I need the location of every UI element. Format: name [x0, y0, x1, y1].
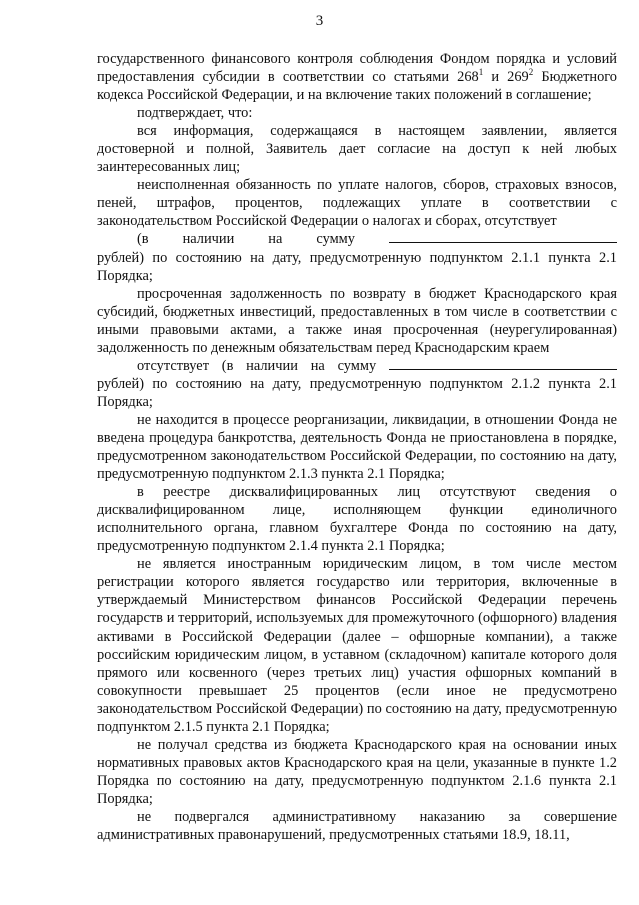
paragraph-text: рублей) по состоянию на дату, предусмотренную подпунктом 2.1.2 пункта 2.1 Порядка;: [97, 375, 617, 410]
paragraph-no-other-funds: не получал средства из бюджета Краснодарского края на основании иных нормативных правовых актов Краснодарского края на цели, указанные в пункте 1.2 Порядка по состоянию на дату, предусмотренную подпунктом 2.1.6 пункта 2.1 Порядка;: [97, 736, 617, 807]
paragraph-text: неисполненная обязанность по уплате налогов, сборов, страховых взносов, пеней, штрафов, процентов, подлежащих уплате в соответствии с законодательством Российской Федерации о налогах и сборах, отсутствует: [97, 177, 617, 230]
amount-line: [97, 230, 617, 248]
superscript: 1: [478, 67, 484, 78]
amount-blank: [389, 357, 617, 370]
amount-line: [97, 357, 617, 375]
amount-label: (в наличии на сумму: [137, 231, 355, 248]
amount-label: отсутствует (в наличии на сумму: [137, 357, 377, 374]
paragraph-text: просроченная задолженность по возврату в бюджет Краснодарского края субсидий, бюджетных инвестиций, предоставленных в том числе в соответствии с иными правовыми актами, а также иная просроченная (неурегулированная) задолженность по денежным обязательствам перед Краснодарским краем: [97, 285, 617, 356]
paragraph-text: Бюджетного кодекса Российской Федерации, и на включение таких положений в соглашение;: [97, 69, 617, 104]
paragraph-overdue-debt: [97, 285, 617, 411]
amount-blank: [389, 230, 617, 243]
paragraph-text: рублей) по состоянию на дату, предусмотренную подпунктом 2.1.1 пункта 2.1 Порядка;: [97, 249, 617, 284]
paragraph-information-reliable: вся информация, содержащаяся в настоящем заявлении, является достоверной и полной, Заявитель дает согласие на доступ к ней любых заинтересованных лиц;: [97, 123, 617, 176]
paragraph-control-consent: [97, 50, 617, 104]
paragraph-no-reorganization: не находится в процессе реорганизации, ликвидации, в отношении Фонда не введена процедура банкротства, деятельность Фонда не приостановлена в порядке, предусмотренном законодательством Российской Федерации, по состоянию на дату, предусмотренную подпунктом 2.1.3 пункта 2.1 Порядка;: [97, 411, 617, 483]
paragraph-tax-obligation: [97, 176, 617, 284]
paragraph-text: государственного финансового контроля соблюдения Фондом порядка и условий предоставления субсидии в соответствии со статьями 268: [97, 51, 617, 86]
document-body: [97, 50, 617, 844]
paragraph-confirms: подтверждает, что:: [137, 105, 253, 122]
page-number: 3: [315, 13, 324, 29]
paragraph-no-administrative-penalty: не подвергался административному наказанию за совершение административных правонарушений, предусмотренных статьями 18.9, 18.11,: [97, 808, 617, 844]
superscript: 2: [528, 67, 534, 78]
paragraph-disqualified-register: в реестре дисквалифицированных лиц отсутствуют сведения о дисквалифицированном лице, исполняющем функции единоличного исполнительного органа, главном бухгалтере Фонда по состоянию на дату, предусмотренную подпунктом 2.1.4 пункта 2.1 Порядка;: [97, 484, 617, 555]
paragraph-not-foreign-entity: не является иностранным юридическим лицом, в том числе местом регистрации которого является государство или территория, включенные в утверждаемый Министерством финансов Российской Федерации перечень государств и территорий, используемых для промежуточного (офшорного) владения активами в Российской Федерации (далее – офшорные компании), а также российским юридическим лицом, в уставном (складочном) капитале которого доля прямого или косвенного (через третьих лиц) участия офшорных компаний в совокупности превышает 25 процентов (если иное не предусмотрено законодательством Российской Федерации) по состоянию на дату, предусмотренную подпунктом 2.1.5 пункта 2.1 Порядка;: [97, 556, 617, 735]
paragraph-text: и 269: [491, 69, 529, 86]
